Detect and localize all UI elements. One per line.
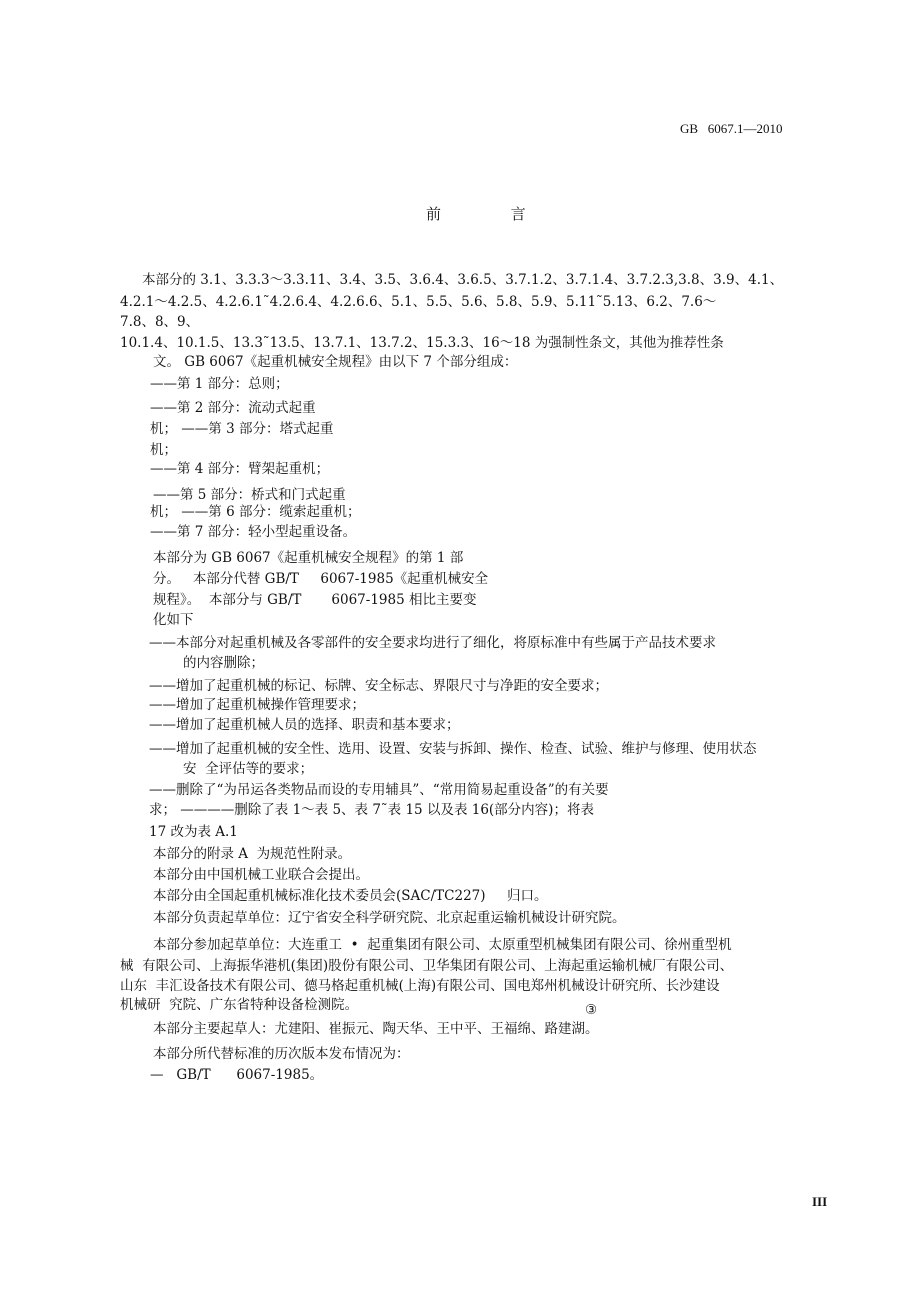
text-line: 机； ——第 6 部分：缆索起重机； — [150, 504, 361, 520]
standard-code-header: GB 6067.1—2010 — [680, 121, 783, 136]
text-line: 本部分由中国机械工业联合会提出。 — [153, 867, 369, 883]
text-line: 分。 本部分代替 GB/T 6067-1985《起重机械安全 — [153, 571, 489, 587]
text-line: 文。 GB 6067《起重机械安全规程》由以下 7 个部分组成： — [153, 354, 518, 370]
text-line: 安 全评估等的要求； — [183, 761, 314, 777]
text-line: 本部分为 GB 6067《起重机械安全规程》的第 1 部 — [153, 550, 464, 566]
page-number: III — [812, 1194, 828, 1209]
text-line: ——第 5 部分：桥式和门式起重 — [153, 487, 346, 503]
text-line: 化如下 — [153, 612, 194, 628]
text-line: 本部分所代替标准的历次版本发布情况为： — [153, 1046, 410, 1062]
circled-mark: ③ — [585, 1002, 598, 1018]
text-line: 7.8、8、9、 — [120, 314, 200, 330]
text-line: 本部分的附录 A 为规范性附录。 — [153, 846, 352, 862]
text-line: 机械研 究院、广东省特种设备检测院。 — [120, 997, 359, 1013]
text-line: ——第 1 部分：总则； — [150, 376, 289, 392]
text-line: 的内容删除； — [183, 655, 264, 671]
text-line: ——删除了“为吊运各类物品而设的专用辅具”、“常用简易起重设备”的有关要 — [149, 782, 609, 798]
text-line: 4.2.1～4.2.5、4.2.6.1˜4.2.6.4、4.2.6.6、5.1、5.5、5.6、5.8、5.9、5.11˜5.13、6.2、7.6～ — [120, 294, 717, 310]
text-line: 17 改为表 A.1 — [149, 824, 238, 840]
text-line: — GB/T 6067-1985。 — [150, 1067, 324, 1083]
text-line: ——增加了起重机械操作管理要求； — [149, 697, 365, 713]
text-line: 机； — [150, 442, 177, 458]
text-line: 山东 丰汇设备技术有限公司、德马格起重机械(上海)有限公司、国电郑州机械设计研究所、长沙建设 — [120, 978, 720, 994]
text-line: ——本部分对起重机械及各零部件的安全要求均进行了细化，将原标准中有些属于产品技术要求 — [149, 635, 716, 651]
text-line: 本部分参加起草单位：大连重工 • 起重集团有限公司、太原重型机械集团有限公司、徐州重型机 — [153, 937, 732, 953]
text-line: 本部分主要起草人：尤建阳、崔振元、陶天华、王中平、王福绵、路建湖。 — [153, 1021, 599, 1037]
text-line: ——第 4 部分：臂架起重机； — [150, 461, 330, 477]
text-line: ——第 2 部分：流动式起重 — [150, 400, 316, 416]
text-line: ——增加了起重机械人员的选择、职责和基本要求； — [149, 717, 460, 733]
text-line: ——增加了起重机械的标记、标牌、安全标志、界限尺寸与净距的安全要求； — [149, 678, 608, 694]
text-line: 械 有限公司、上海振华港机(集团)股份有限公司、卫华集团有限公司、上海起重运输机械厂有限公司、 — [120, 958, 734, 974]
text-line: 本部分负责起草单位：辽宁省安全科学研究院、北京起重运输机械设计研究院。 — [153, 910, 626, 926]
text-line: ——第 7 部分：轻小型起重设备。 — [150, 524, 357, 540]
page-title: 前 言 — [426, 205, 528, 223]
text-line: 本部分的 3.1、3.3.3～3.3.11、3.4、3.5、3.6.4、3.6.5、3.7.1.2、3.7.1.4、3.7.2.3,3.8、3.9、4.1、 — [142, 272, 784, 288]
text-line: 机； ——第 3 部分：塔式起重 — [150, 421, 334, 437]
text-line: 本部分由全国起重机械标准化技术委员会(SAC/TC227) 归口。 — [153, 888, 548, 904]
text-line: 规程》。 本部分与 GB/T 6067-1985 相比主要变 — [153, 592, 477, 608]
text-line: ——增加了起重机械的安全性、选用、设置、安装与拆卸、操作、检查、试验、维护与修理、使用状态 — [149, 741, 757, 757]
text-line: 10.1.4、10.1.5、13.3˜13.5、13.7.1、13.7.2、15.3.3、16～18 为强制性条文，其他为推荐性条 — [120, 335, 724, 351]
text-line: 求； ————删除了表 1～表 5、表 7˜表 15 以及表 16(部分内容)；将表 — [149, 802, 594, 818]
